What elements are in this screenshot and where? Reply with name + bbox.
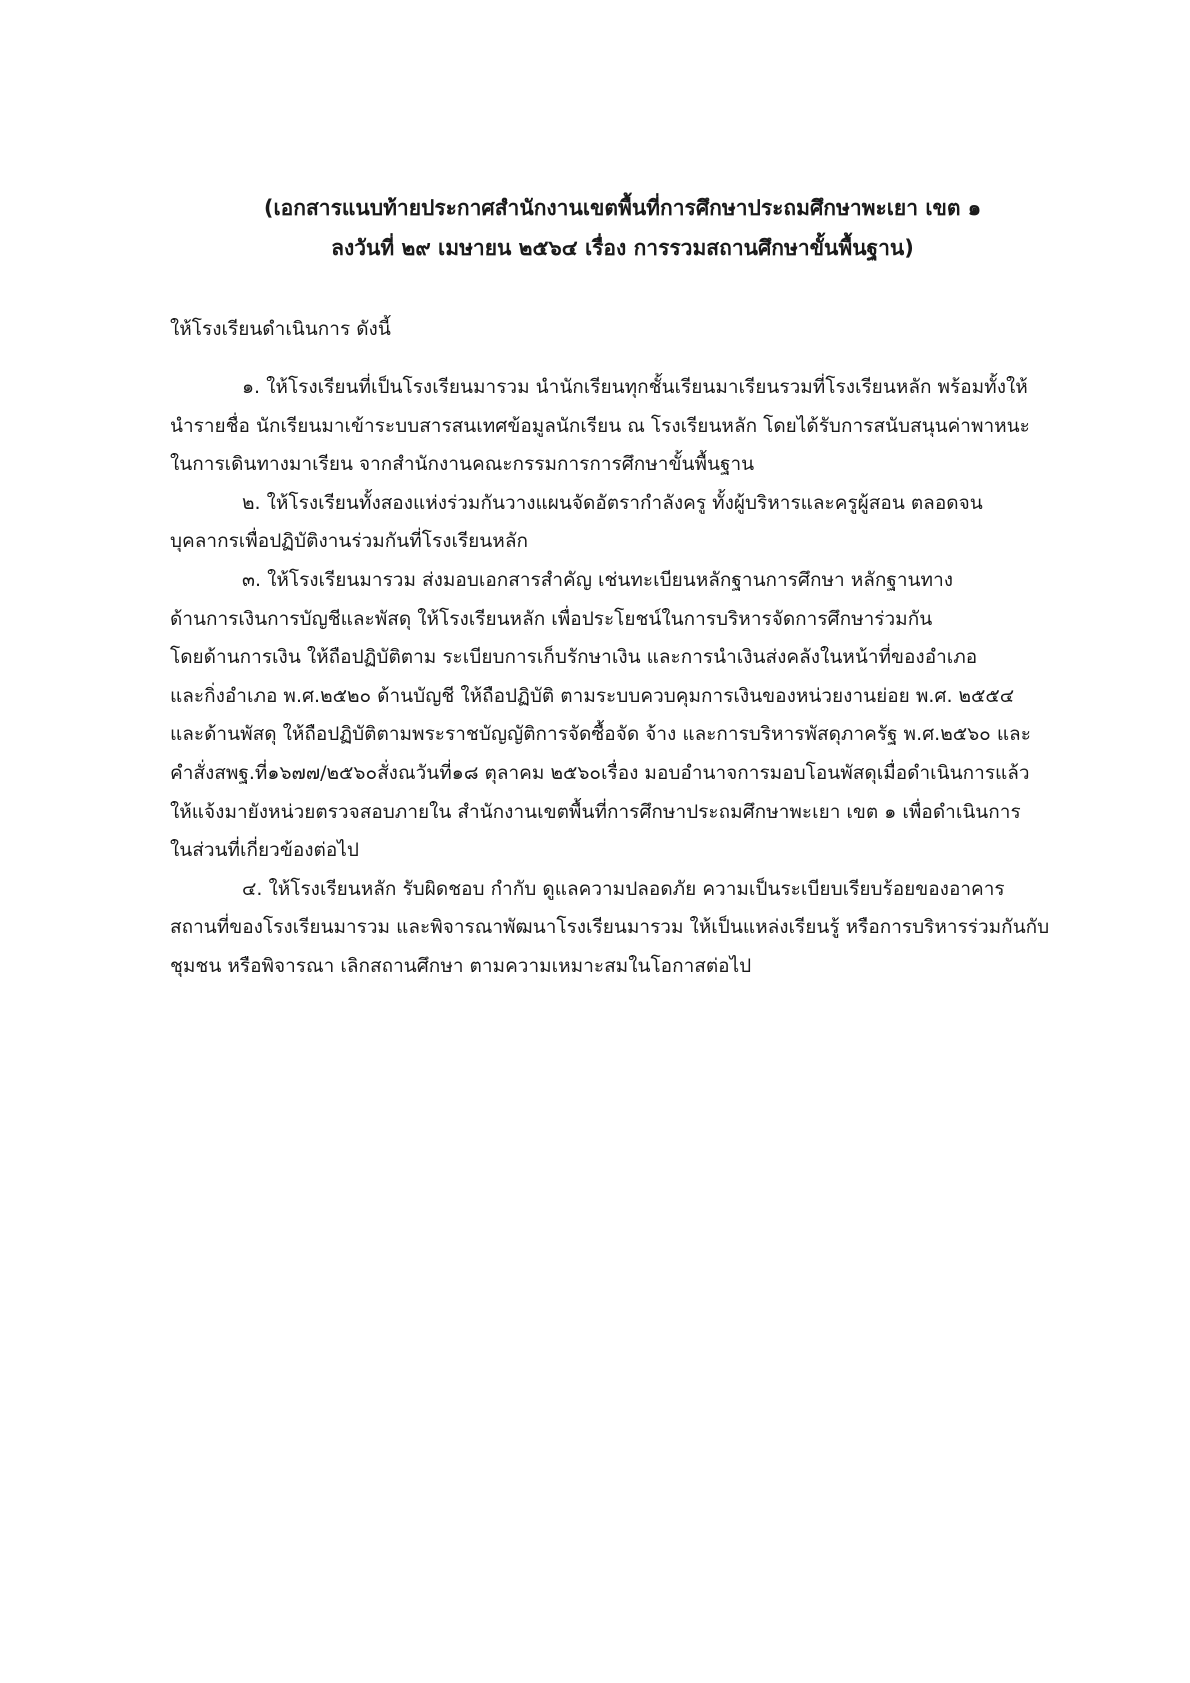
item-2-line-2: บุคลากรเพื่อปฏิบัติงานร่วมกันที่โรงเรียนหลัก <box>170 530 528 553</box>
item-2-line-1: ๒. ให้โรงเรียนทั้งสองแห่งร่วมกันวางแผนจัดอัตรากำลังครู ทั้งผู้บริหารและครูผู้สอน ตลอดจน <box>242 491 983 514</box>
title-line-2: ลงวันที่ ๒๙ เมษายน ๒๕๖๔ เรื่อง การรวมสถานศึกษาขั้นพื้นฐาน) <box>331 236 914 260</box>
item-1-line-2: นำรายชื่อ นักเรียนมาเข้าระบบสารสนเทศข้อมูลนักเรียน ณ โรงเรียนหลัก โดยได้รับการสนับสนุนค่าพาหนะ <box>170 414 1030 437</box>
numbered-item-1 <box>170 368 1090 484</box>
item-1-line-3: ในการเดินทางมาเรียน จากสำนักงานคณะกรรมการการศึกษาขั้นพื้นฐาน <box>170 453 755 476</box>
item-1-line-1: ๑. ให้โรงเรียนที่เป็นโรงเรียนมารวม นำนักเรียนทุกชั้นเรียนมาเรียนรวมที่โรงเรียนหลัก พร้อมทั้งให้ <box>242 376 1028 398</box>
item-3-line-5: และด้านพัสดุ ให้ถือปฏิบัติตามพระราชบัญญัติการจัดซื้อจัด จ้าง และการบริหารพัสดุภาครัฐ พ.ศ.๒๕๖๐ และ <box>170 723 1031 746</box>
item-3-line-4: และกิ่งอำเภอ พ.ศ.๒๕๒๐ ด้านบัญชี ให้ถือปฏิบัติ ตามระบบควบคุมการเงินของหน่วยงานย่อย พ.ศ. ๒๕๕๔ <box>170 684 1015 707</box>
item-3-line-7: ให้แจ้งมายังหน่วยตรวจสอบภายใน สำนักงานเขตพื้นที่การศึกษาประถมศึกษาพะเยา เขต ๑ เพื่อดำเนินการ <box>170 800 1021 823</box>
numbered-item-4 <box>170 870 1090 986</box>
intro-paragraph: ให้โรงเรียนดำเนินการ ดังนี้ <box>170 318 391 340</box>
title-line-1: (เอกสารแนบท้ายประกาศสำนักงานเขตพื้นที่การศึกษาประถมศึกษาพะเยา เขต ๑ <box>263 196 982 220</box>
item-3-line-3: โดยด้านการเงิน ให้ถือปฏิบัติตาม ระเบียบการเก็บรักษาเงิน และการนำเงินส่งคลังในหน้าที่ของอำเภอ <box>170 646 978 669</box>
item-4-line-3: ชุมชน หรือพิจารณา เลิกสถานศึกษา ตามความเหมาะสมในโอกาสต่อไป <box>170 954 752 977</box>
numbered-item-3 <box>170 561 1090 870</box>
item-4-line-1: ๔. ให้โรงเรียนหลัก รับผิดชอบ กำกับ ดูแลความปลอดภัย ความเป็นระเบียบเรียบร้อยของอาคาร <box>242 877 1005 900</box>
item-3-line-1: ๓. ให้โรงเรียนมารวม ส่งมอบเอกสารสำคัญ เช่นทะเบียนหลักฐานการศึกษา หลักฐานทาง <box>242 568 954 591</box>
document-body <box>170 368 1090 986</box>
item-4-line-2: สถานที่ของโรงเรียนมารวม และพิจารณาพัฒนาโรงเรียนมารวม ให้เป็นแหล่งเรียนรู้ หรือการบริหารร่วมกันกับ <box>170 916 1050 939</box>
document-title <box>170 188 1075 268</box>
item-3-line-2: ด้านการเงินการบัญชีและพัสดุ ให้โรงเรียนหลัก เพื่อประโยชน์ในการบริหารจัดการศึกษาร่วมกัน <box>170 607 933 630</box>
item-3-line-8: ในส่วนที่เกี่ยวข้องต่อไป <box>170 839 359 862</box>
numbered-item-2 <box>170 484 1090 561</box>
item-3-line-6: คำสั่งสพฐ.ที่๑๖๗๗/๒๕๖๐สั่งณวันที่๑๘ ตุลาคม ๒๕๖๐เรื่อง มอบอำนาจการมอบโอนพัสดุเมื่อดำเนินการแล้ว <box>170 761 1030 784</box>
